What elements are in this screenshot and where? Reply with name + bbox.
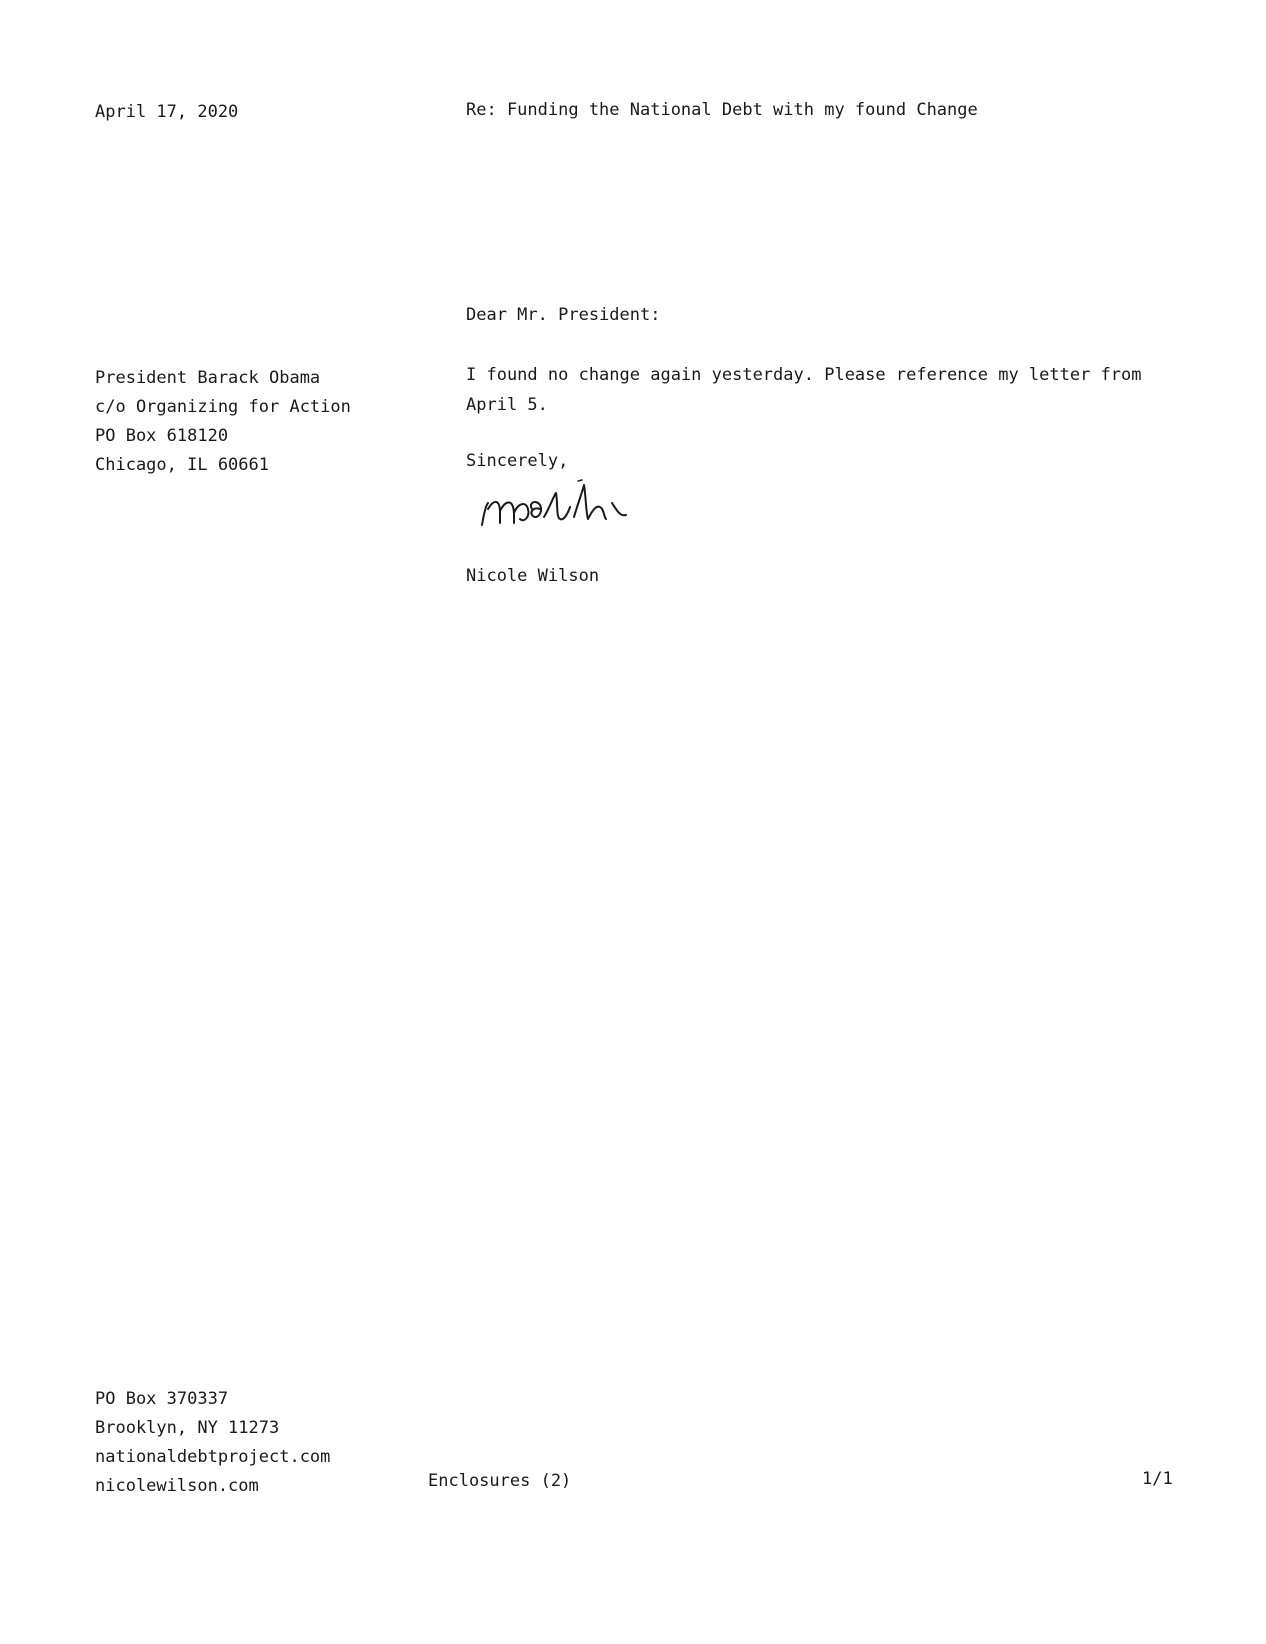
- letter-date: April 17, 2020: [95, 102, 239, 122]
- sender-website: nicolewilson.com: [95, 1476, 259, 1496]
- sender-address: [95, 1385, 330, 1501]
- enclosures-note: Enclosures (2): [428, 1471, 572, 1491]
- recipient-line: President Barack Obama: [95, 368, 321, 388]
- sender-line: PO Box 370337: [95, 1389, 229, 1409]
- letter-subject: Re: Funding the National Debt with my found Change: [466, 100, 978, 120]
- recipient-line: Chicago, IL 60661: [95, 455, 269, 475]
- page-number: 1/1: [1142, 1469, 1173, 1489]
- signer-name: Nicole Wilson: [466, 566, 600, 586]
- sender-line: Brooklyn, NY 11273: [95, 1418, 280, 1438]
- handwritten-signature: [474, 473, 724, 543]
- letter-body: I found no change again yesterday. Please reference my letter from April 5.: [466, 365, 1142, 415]
- sender-website: nationaldebtproject.com: [95, 1447, 331, 1467]
- salutation: Dear Mr. President:: [466, 305, 661, 325]
- closing: Sincerely,: [466, 451, 569, 471]
- recipient-line: PO Box 618120: [95, 426, 229, 446]
- recipient-line: c/o Organizing for Action: [95, 397, 351, 417]
- recipient-address: [95, 364, 351, 480]
